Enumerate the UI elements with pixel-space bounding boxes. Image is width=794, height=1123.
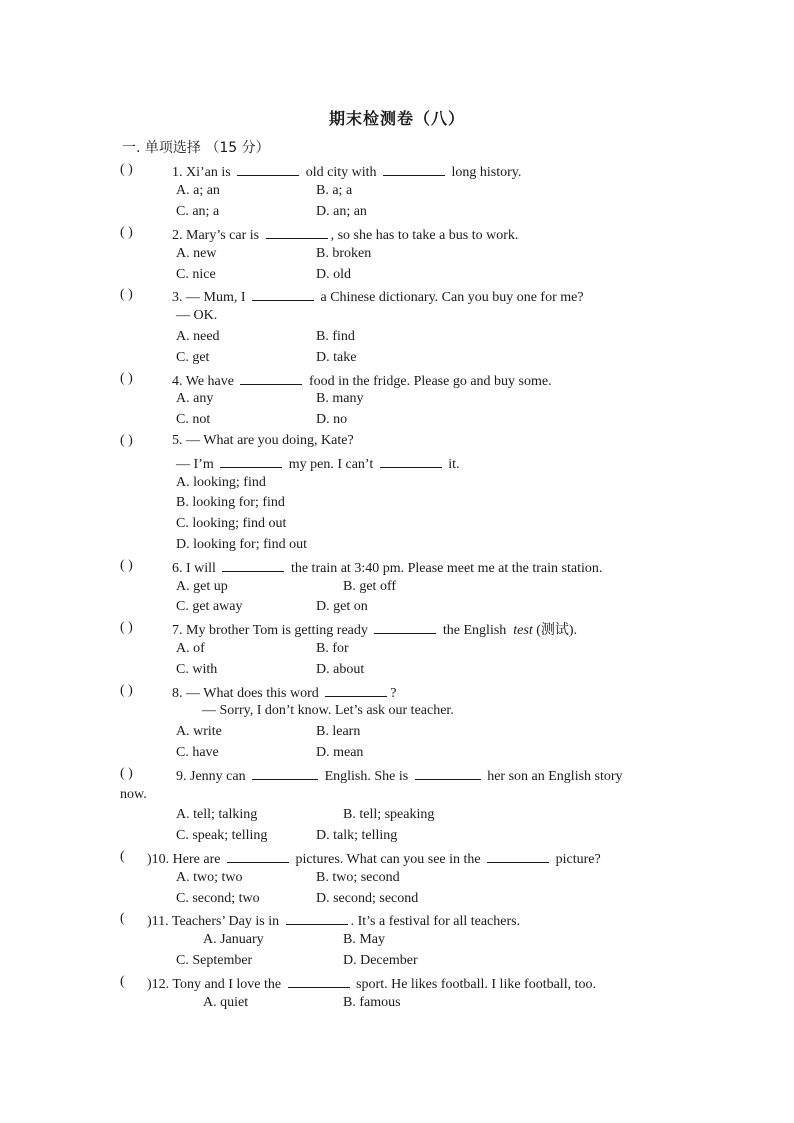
question-text: ? — [390, 686, 397, 701]
question-text: old city with — [305, 165, 377, 180]
option-d: D. no — [316, 412, 348, 427]
question-text: 4. We have — [172, 374, 234, 389]
question-text: 3. — Mum, I — [172, 290, 246, 305]
option-d: D. second; second — [316, 891, 419, 906]
option-d: D. looking for; find out — [176, 537, 308, 552]
answer-bracket[interactable]: ( — [120, 974, 125, 989]
question-2 — [172, 224, 518, 245]
option-b: B. tell; speaking — [343, 807, 435, 822]
question-text: the English — [442, 623, 507, 638]
question-9 — [176, 765, 623, 786]
option-a: A. of — [176, 641, 205, 656]
question-3 — [172, 286, 584, 307]
option-c: C. second; two — [176, 891, 260, 906]
question-text: 2. Mary’s car is — [172, 228, 260, 243]
option-a: A. a; an — [176, 183, 220, 198]
option-a: A. tell; talking — [176, 807, 258, 822]
dialogue-reply: — OK. — [176, 308, 218, 323]
dialogue-reply: — Sorry, I don’t know. Let’s ask our teacher. — [202, 703, 454, 718]
option-d: D. mean — [316, 745, 364, 760]
answer-blank[interactable] — [380, 453, 442, 468]
option-d: D. old — [316, 267, 351, 282]
option-c: C. have — [176, 745, 219, 760]
option-a: A. new — [176, 246, 217, 261]
question-7 — [172, 619, 577, 640]
option-b: B. looking for; find — [176, 495, 285, 510]
question-1 — [172, 161, 521, 182]
answer-bracket[interactable]: ( ) — [120, 287, 133, 302]
answer-blank[interactable] — [237, 161, 299, 176]
answer-blank[interactable] — [383, 161, 445, 176]
question-12 — [147, 973, 596, 994]
question-text: — I’m — [176, 457, 214, 472]
answer-bracket[interactable]: ( — [120, 911, 125, 926]
question-text: 9. Jenny can — [176, 769, 246, 784]
question-4 — [172, 370, 552, 391]
option-d: D. about — [316, 662, 365, 677]
option-a: A. write — [176, 724, 222, 739]
option-c: C. an; a — [176, 204, 220, 219]
option-d: D. December — [343, 953, 418, 968]
option-c: C. nice — [176, 267, 216, 282]
option-c: C. not — [176, 412, 211, 427]
question-text: )11. Teachers’ Day is in — [147, 914, 280, 929]
question-9-wrap: now. — [120, 787, 147, 802]
answer-blank[interactable] — [252, 286, 314, 301]
question-text: a Chinese dictionary. Can you buy one for me? — [320, 290, 584, 305]
option-d: D. take — [316, 350, 357, 365]
question-text: 7. My brother Tom is getting ready — [172, 623, 368, 638]
answer-bracket[interactable]: ( ) — [120, 162, 133, 177]
option-b: B. two; second — [316, 870, 400, 885]
answer-blank[interactable] — [288, 973, 350, 988]
answer-bracket[interactable]: ( ) — [120, 371, 133, 386]
section-heading: 一. 单项选择 （15 分） — [122, 140, 270, 156]
option-b: B. many — [316, 391, 364, 406]
option-c: C. get — [176, 350, 210, 365]
question-text: my pen. I can’t — [288, 457, 374, 472]
option-c: C. September — [176, 953, 253, 968]
answer-blank[interactable] — [252, 765, 318, 780]
answer-bracket[interactable]: ( ) — [120, 766, 133, 781]
option-c: C. get away — [176, 599, 243, 614]
option-a: A. looking; find — [176, 475, 266, 490]
option-d: D. talk; telling — [316, 828, 398, 843]
answer-blank[interactable] — [240, 370, 302, 385]
option-b: B. find — [316, 329, 355, 344]
answer-blank[interactable] — [220, 453, 282, 468]
option-b: B. learn — [316, 724, 361, 739]
option-d: D. get on — [316, 599, 368, 614]
chinese-gloss: (测试). — [536, 623, 578, 638]
option-a: A. quiet — [203, 995, 249, 1010]
option-a: A. two; two — [176, 870, 243, 885]
question-text: 6. I will — [172, 561, 216, 576]
page-title: 期末检测卷（八） — [328, 109, 465, 128]
option-b: B. famous — [343, 995, 401, 1010]
question-10 — [147, 848, 601, 869]
question-text: food in the fridge. Please go and buy some. — [308, 374, 552, 389]
answer-blank[interactable] — [415, 765, 481, 780]
question-11 — [147, 910, 520, 931]
question-text: sport. He likes football. I like football, too. — [356, 977, 596, 992]
question-text: her son an English story — [487, 769, 623, 784]
option-b: B. a; a — [316, 183, 353, 198]
question-8 — [172, 682, 396, 703]
question-text: it. — [448, 457, 460, 472]
answer-bracket[interactable]: ( ) — [120, 683, 133, 698]
option-a: A. January — [203, 932, 264, 947]
question-text: )10. Here are — [147, 852, 221, 867]
answer-bracket[interactable]: ( ) — [120, 558, 133, 573]
answer-blank[interactable] — [266, 224, 328, 239]
option-b: B. May — [343, 932, 385, 947]
question-text: the train at 3:40 pm. Please meet me at the train station. — [290, 561, 603, 576]
option-a: A. get up — [176, 579, 228, 594]
question-5: 5. — What are you doing, Kate? — [172, 433, 354, 448]
answer-bracket[interactable]: ( — [120, 849, 125, 864]
italic-word: test — [513, 623, 533, 638]
question-text: . It’s a festival for all teachers. — [350, 914, 521, 929]
answer-blank[interactable] — [325, 682, 387, 697]
question-text: long history. — [451, 165, 522, 180]
question-6 — [172, 557, 602, 578]
question-text: , so she has to take a bus to work. — [330, 228, 519, 243]
option-a: A. any — [176, 391, 214, 406]
answer-blank[interactable] — [286, 910, 348, 925]
option-c: C. with — [176, 662, 218, 677]
option-c: C. looking; find out — [176, 516, 287, 531]
option-b: B. for — [316, 641, 349, 656]
question-text: English. She is — [324, 769, 409, 784]
answer-bracket[interactable]: ( ) — [120, 225, 133, 240]
answer-blank[interactable] — [227, 848, 289, 863]
option-d: D. an; an — [316, 204, 367, 219]
option-b: B. get off — [343, 579, 397, 594]
question-text: )12. Tony and I love the — [147, 977, 282, 992]
answer-blank[interactable] — [487, 848, 549, 863]
answer-bracket[interactable]: ( ) — [120, 620, 133, 635]
answer-blank[interactable] — [222, 557, 284, 572]
question-text: 8. — What does this word — [172, 686, 319, 701]
question-5-line-2 — [176, 453, 460, 474]
option-b: B. broken — [316, 246, 372, 261]
option-c: C. speak; telling — [176, 828, 268, 843]
answer-bracket[interactable]: ( ) — [120, 433, 133, 448]
option-a: A. need — [176, 329, 220, 344]
answer-blank[interactable] — [374, 619, 436, 634]
question-text: 1. Xi’an is — [172, 165, 231, 180]
question-text: pictures. What can you see in the — [295, 852, 481, 867]
question-text: picture? — [555, 852, 601, 867]
